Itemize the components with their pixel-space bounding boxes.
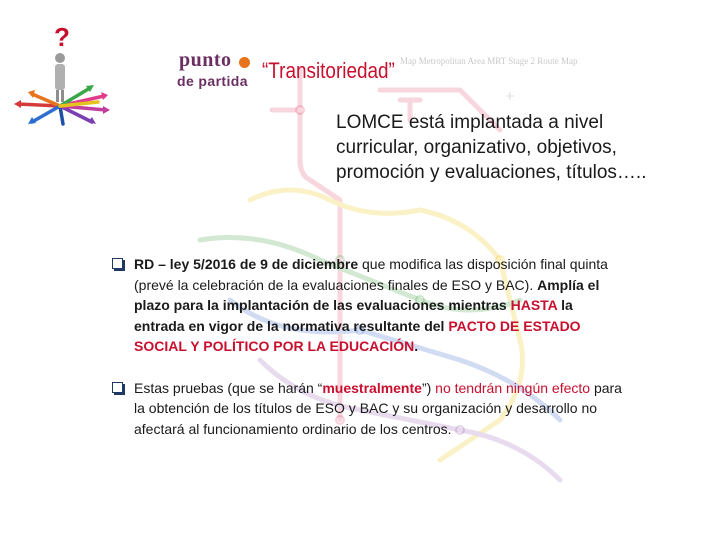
bullet-segment: muestralmente [322,379,422,396]
brand-logo [161,48,273,98]
bullet-list [112,254,622,460]
bullet-segment: RD – ley 5/2016 de 9 de diciembre [134,256,359,272]
brand-dot-icon [239,57,250,68]
bullet-segment: . [414,338,419,354]
square-bullet-icon [112,258,123,269]
bullet-item-2 [112,378,622,440]
square-bullet-icon [112,382,123,393]
bullet-segment: PACTO DE ESTADO SOCIAL Y POLÍTICO POR LA EDUCACIÓN [134,317,581,354]
bullet-segment: para la obtención de los títulos de ESO y BAC y su organización y desarrollo no afectará al funcionamiento ordinario de los centros. [134,379,622,437]
bullet-text [134,380,622,437]
person-crossroads-logo [8,18,120,126]
bullet-segment: que modifica las disposición final quinta (prevé la celebración de la evaluaciones finales de ESO y BAC). [134,256,608,293]
bullet-segment: ”) [421,379,436,396]
question-mark-icon: ? [54,22,70,52]
bullet-segment: la entrada en vigor de la normativa resultante del [134,297,573,334]
bullet-segment: no tendrán ningún efecto [435,379,591,396]
map-caption: Map Metropolitan Area MRT Stage 2 Route Map [400,56,578,66]
brand-top-text: punto [179,49,232,71]
bullet-segment: Estas pruebas (que se harán “ [134,379,323,396]
intro-paragraph: LOMCE está implantada a nivel curricular, organizativo, objetivos, promoción y evaluaciones, títulos….. [336,112,647,183]
bullet-segment: Amplía el plazo para la implantación de las evaluaciones mientras [134,276,600,313]
slide-title: “Transitoriedad” [262,58,395,83]
brand-bottom-text: de partida [177,73,248,89]
bullet-segment: HASTA [510,297,558,313]
bullet-item-1 [112,254,622,357]
bullet-text [134,256,608,354]
